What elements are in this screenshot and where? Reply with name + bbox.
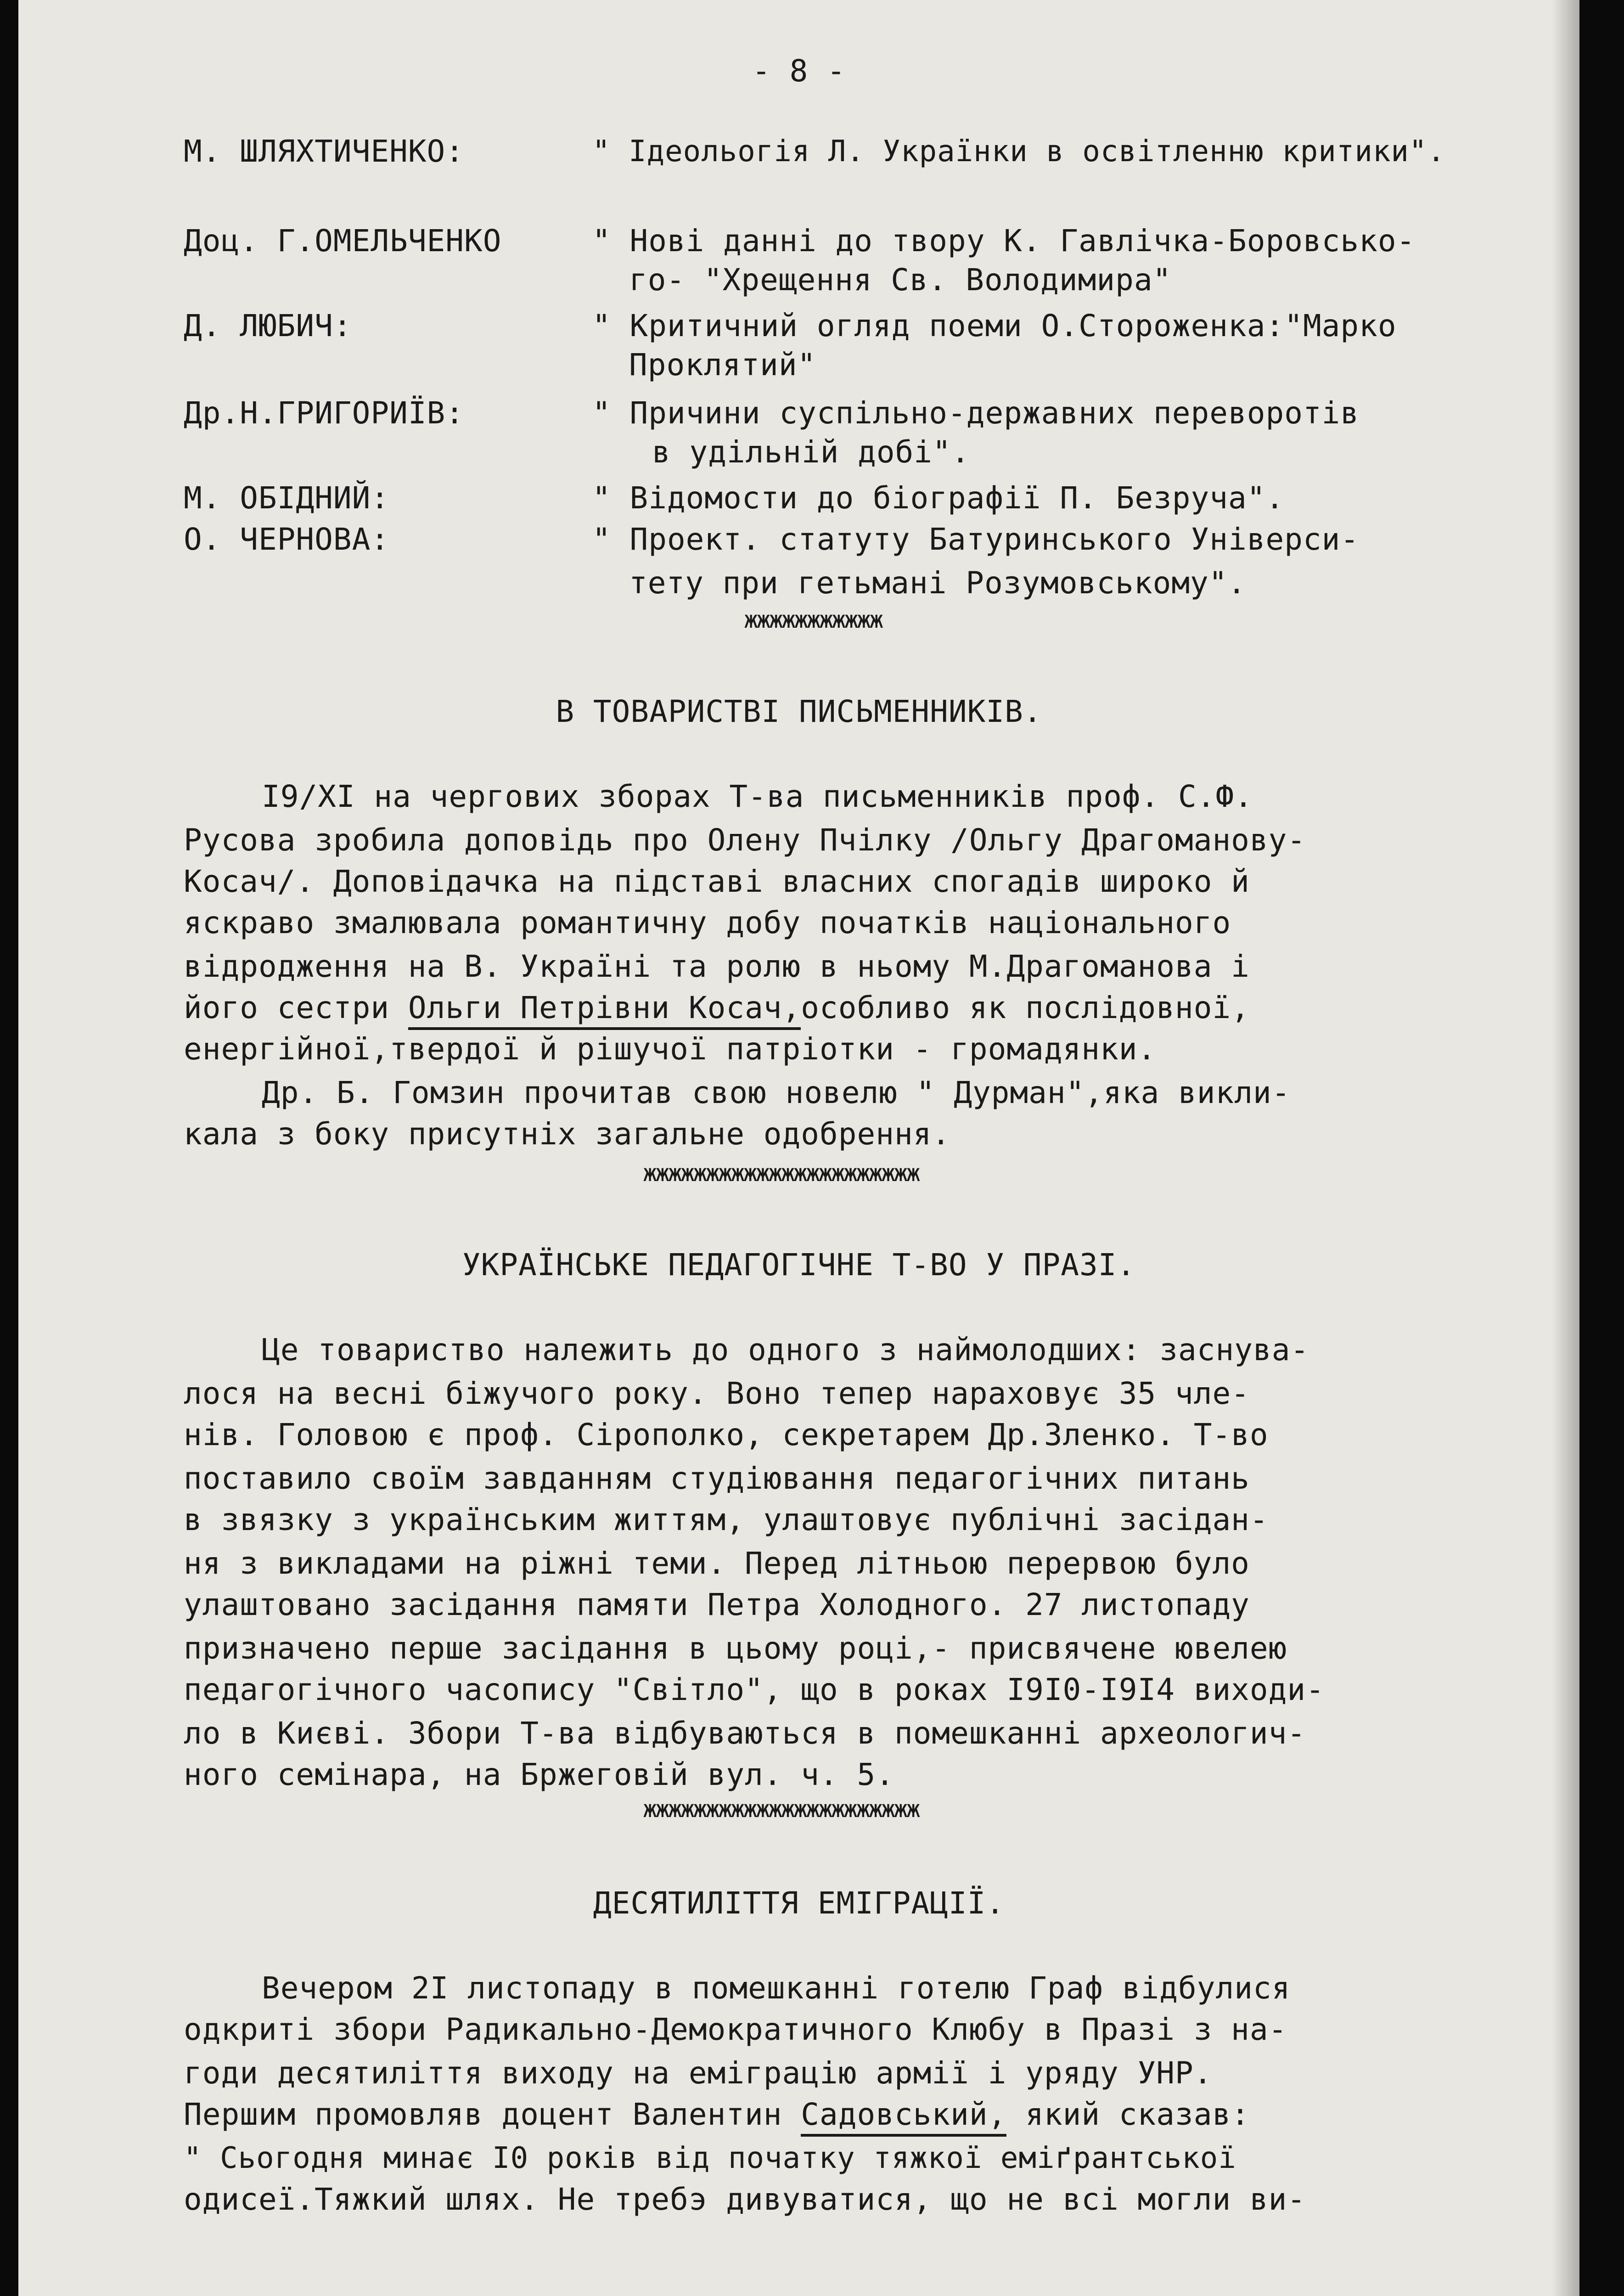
paragraph-line: Косач/. Доповідачка на підставі власних спогадів широко й <box>184 864 1250 899</box>
paragraph-line: педагогічного часопису "Світло", що в роках I9I0-I9I4 виходи- <box>184 1672 1325 1707</box>
section-heading: ДЕСЯТИЛІТТЯ ЕМІГРАЦІЇ. <box>593 1885 1005 1921</box>
separator: жжжжжжжжжжж <box>744 606 882 634</box>
lecture-title: " Причини суспільно-державних переворотів <box>592 395 1360 431</box>
lecture-author: Др.Н.ГРИГОРИЇВ: <box>184 395 465 431</box>
section-heading: В ТОВАРИСТВІ ПИСЬМЕННИКІВ. <box>556 694 1042 729</box>
paragraph-line: улаштовано засідання памяти Петра Холодного. 27 листопаду <box>184 1587 1250 1622</box>
paragraph-line: Вечером 2I листопаду в помешканні готелю Граф відбулися <box>262 1970 1291 2006</box>
paragraph-line: відродження на В. Україні та ролю в ньому М.Драгоманова і <box>184 949 1250 984</box>
underlined-name: Ольги Петрівни Косач, <box>408 990 801 1030</box>
paragraph-line: енергійної,твердої й рішучої патріотки - громадянки. <box>184 1031 1157 1067</box>
text-fragment: Першим промовляв доцент Валентин <box>184 2097 801 2132</box>
section-heading: УКРАЇНСЬКЕ ПЕДАГОГІЧНЕ Т-ВО У ПРАЗІ. <box>462 1247 1136 1283</box>
paragraph-line <box>184 987 1250 1029</box>
page-number: - 8 - <box>752 53 846 89</box>
text-fragment: його сестри <box>184 990 408 1025</box>
paragraph-line: I9/XI на чергових зборах Т-ва письменників проф. С.Ф. <box>262 779 1253 814</box>
paragraph-line <box>184 2094 1250 2135</box>
paragraph-line: Др. Б. Гомзин прочитав свою новелю " Дурман",яка викли- <box>262 1075 1291 1110</box>
paragraph-line: яскраво змалювала романтичну добу початків національного <box>184 905 1231 940</box>
paragraph-line: ного семінара, на Бржеговій вул. ч. 5. <box>184 1757 894 1792</box>
lecture-title: тету при гетьмані Розумовському". <box>629 565 1247 601</box>
paragraph-line: ло в Києві. Збори Т-ва відбуваються в помешканні археологич- <box>184 1716 1306 1751</box>
paragraph-line: в звязку з українським життям, улаштовує публічні засідан- <box>184 1502 1269 1537</box>
paragraph-line: ня з викладами на ріжні теми. Перед літньою перервою було <box>184 1546 1250 1581</box>
lecture-title: " Критичний огляд поеми О.Стороженка:"Марко <box>592 308 1397 343</box>
paragraph-line: нів. Головою є проф. Сірополко, секретарем Др.Зленко. Т-во <box>184 1417 1269 1452</box>
lecture-title: Проклятий" <box>629 347 816 383</box>
paragraph-line: годи десятиліття виходу на еміграцію армії і уряду УНР. <box>184 2055 1213 2091</box>
lecture-title: " Нові данні до твору К. Гавлічка-Боровсько- <box>592 223 1416 259</box>
lecture-author: Доц. Г.ОМЕЛЬЧЕНКО <box>184 223 502 259</box>
paragraph-line: " Сьогодня минає I0 років від початку тяжкої еміґрантської <box>184 2141 1236 2175</box>
paragraph-line: поставило своїм завданням студіювання педагогічних питань <box>184 1461 1250 1496</box>
paragraph-line: призначено перше засідання в цьому році,- присвячене ювелею <box>184 1631 1287 1666</box>
paragraph-line: одисеї.Тяжкий шлях. Не требэ дивуватися, що не всі могли ви- <box>184 2182 1306 2217</box>
lecture-author: О. ЧЕРНОВА: <box>184 522 390 557</box>
paragraph-line: одкриті збори Радикально-Демократичного Клюбу в Празі з на- <box>184 2012 1287 2047</box>
lecture-author: Д. ЛЮБИЧ: <box>184 308 352 343</box>
text-fragment: який сказав: <box>1006 2097 1250 2132</box>
lecture-title: " Ідеольогія Л. Українки в освітленню критики". <box>592 135 1445 169</box>
separator: жжжжжжжжжжжжжжжжжжжжжж <box>643 1795 919 1823</box>
lecture-title: го- "Хрещення Св. Володимира" <box>629 262 1172 298</box>
lecture-title: " Відомости до біографії П. Безруча". <box>592 480 1285 516</box>
paragraph-line: Це товариство належить до одного з наймолодших: заснува- <box>262 1332 1309 1367</box>
lecture-author: М. ШЛЯХТИЧЕНКО: <box>184 134 465 169</box>
lecture-title: " Проект. статуту Батуринського Універси- <box>592 522 1360 557</box>
text-fragment: особливо як послідовної, <box>801 990 1250 1025</box>
page-edge-shadow <box>1552 0 1579 2296</box>
separator: жжжжжжжжжжжжжжжжжжжжжж <box>643 1159 919 1187</box>
paragraph-line: лося на весні біжучого року. Воно тепер нараховує 35 чле- <box>184 1376 1250 1411</box>
paragraph-line: Русова зробила доповідь про Олену Пчілку /Ольгу Драгоманову- <box>184 822 1306 858</box>
underlined-name: Садовський, <box>801 2097 1006 2137</box>
lecture-title: в удільній добі". <box>652 434 970 470</box>
document-page <box>18 0 1579 2296</box>
lecture-author: М. ОБІДНИЙ: <box>184 480 390 516</box>
paragraph-line: кала з боку присутніх загальне одобрення. <box>184 1116 951 1152</box>
